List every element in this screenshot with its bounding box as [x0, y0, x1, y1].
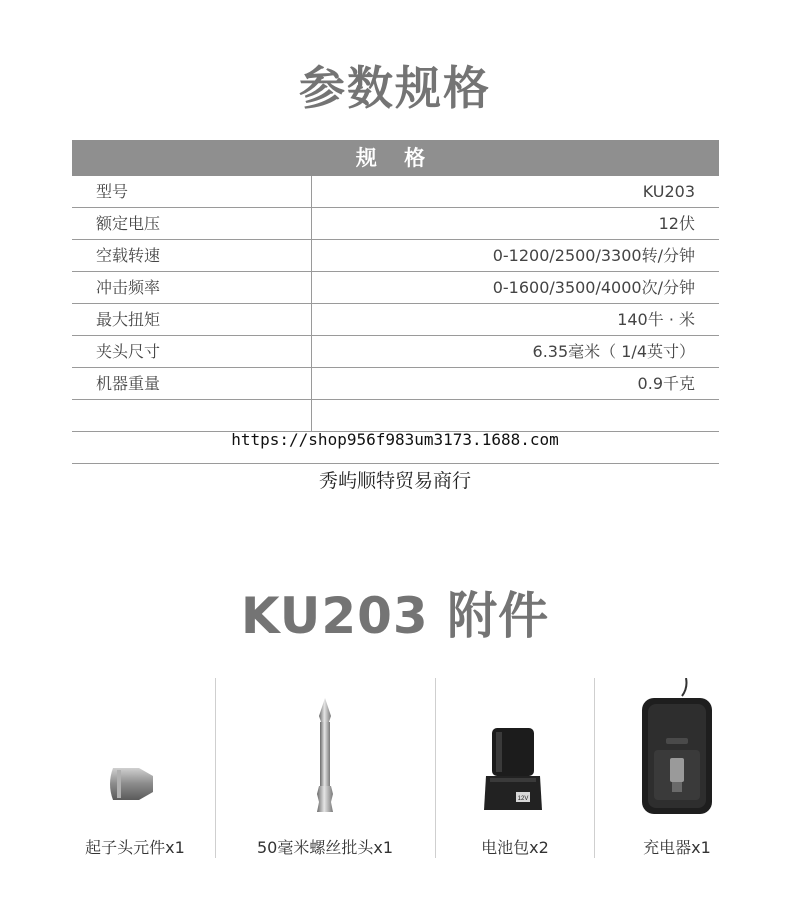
row-value: 0.9千克	[637, 374, 695, 393]
row-label: 冲击频率	[96, 278, 161, 297]
row-value: KU203	[642, 182, 695, 201]
shop-name: 秀屿顺特贸易商行	[318, 470, 471, 492]
accessory-divider	[215, 678, 216, 858]
accessory-divider	[594, 678, 595, 858]
accessory-label: 电池包x2	[481, 838, 549, 857]
table-row	[72, 336, 719, 368]
bit-holder-icon	[95, 678, 175, 818]
svg-text:12V: 12V	[517, 796, 529, 802]
row-label: 夹头尺寸	[96, 342, 161, 361]
accessory-label: 起子头元件x1	[85, 838, 185, 857]
table-row	[72, 272, 719, 304]
row-label: 最大扭矩	[96, 310, 161, 329]
table-row	[72, 176, 719, 208]
shop-url-watermark: https://shop956f983um3173.1688.com	[231, 430, 559, 449]
spec-table-header: 规 格	[72, 140, 719, 176]
spec-title: 参数规格	[299, 61, 491, 115]
row-value: 140牛 · 米	[617, 310, 695, 329]
spec-table	[72, 140, 719, 464]
row-label: 空载转速	[96, 246, 161, 265]
row-label: 额定电压	[96, 214, 161, 233]
battery-pack-icon	[480, 678, 550, 818]
accessories-title: KU203 附件	[240, 587, 550, 645]
accessory-item	[598, 678, 756, 858]
table-row	[72, 240, 719, 272]
screwdriver-bit-icon	[305, 678, 345, 818]
row-label: 型号	[96, 182, 129, 201]
accessory-label: 50毫米螺丝批头x1	[256, 838, 393, 857]
accessory-label: 充电器x1	[643, 838, 711, 857]
row-value: 6.35毫米（ 1/4英寸）	[532, 342, 695, 361]
table-row	[72, 304, 719, 336]
table-row	[72, 208, 719, 240]
row-value: 0-1200/2500/3300转/分钟	[492, 246, 695, 265]
accessory-item	[436, 678, 594, 858]
accessory-item	[230, 678, 420, 858]
table-row	[72, 368, 719, 400]
accessory-item	[56, 678, 214, 858]
row-value: 0-1600/3500/4000次/分钟	[492, 278, 695, 297]
row-label: 机器重量	[96, 374, 161, 393]
row-value: 12伏	[658, 214, 695, 233]
table-row	[72, 400, 719, 432]
charger-icon	[632, 678, 722, 818]
